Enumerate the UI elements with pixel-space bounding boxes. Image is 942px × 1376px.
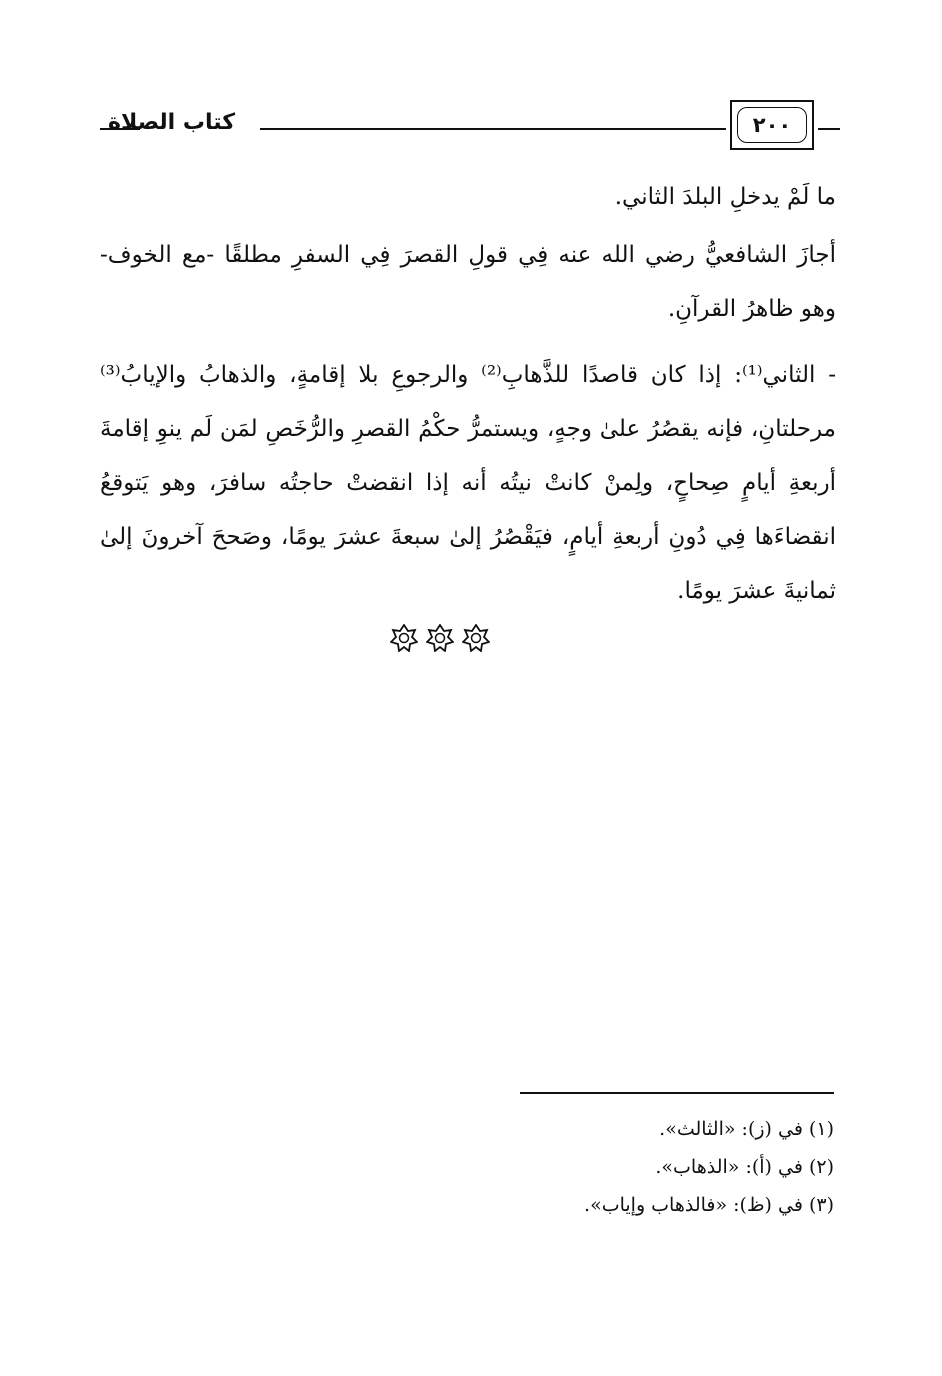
section-end-ornament (380, 624, 500, 658)
page-number: ٢٠٠ (737, 107, 807, 143)
star-ornament-icon (462, 624, 490, 652)
star-ornament-icon (390, 624, 418, 652)
book-title: كتاب الصلاة (108, 110, 235, 135)
paragraph-3: - الثاني⁽¹⁾: إذا كان قاصدًا للذَّهابِ⁽²⁾ والرجوعِ بلا إقامةٍ، والذهابُ والإيابُ⁽³⁾ مرحلتانِ، فإنه يقصُرُ علىٰ وجهٍ، ويستمرُّ حكْمُ القصرِ والرُّخَصِ لمَن لَم ينوِ إقامةَ أربعةِ أيامٍ صِحاحٍ، ولِمنْ كانتْ نيتُه أنه إذا انقضتْ حاجتُه سافرَ، وهو يَتوقعُ انقضاءَها فِي دُونِ أربعةِ أيامٍ، فيَقْصُرُ إلىٰ سبعةَ عشرَ يومًا، وصَححَ آخرونَ إلىٰ ثمانيةَ عشرَ يومًا. (100, 362, 836, 604)
footnote-2: (٢) في (أ): «الذهاب». (655, 1156, 834, 1178)
footnote-separator (520, 1092, 834, 1094)
header-rule-right (818, 128, 840, 130)
star-ornament-icon (426, 624, 454, 652)
paragraph-1: ما لَمْ يدخلِ البلدَ الثاني. (614, 184, 836, 210)
footnote-1: (١) في (ز): «الثالث». (659, 1118, 834, 1140)
header-rule-middle (260, 128, 726, 130)
footnote-3: (٣) في (ظ): «فالذهاب وإياب». (584, 1194, 834, 1216)
page-header (100, 96, 840, 156)
footnotes (414, 1110, 834, 1224)
page-number-frame (730, 100, 814, 150)
paragraph-2: أجازَ الشافعيُّ رضي الله عنه فِي قولِ القصرَ فِي السفرِ مطلقًا -مع الخوف- وهو ظاهرُ القرآنِ. (100, 242, 836, 322)
main-text (100, 170, 836, 618)
